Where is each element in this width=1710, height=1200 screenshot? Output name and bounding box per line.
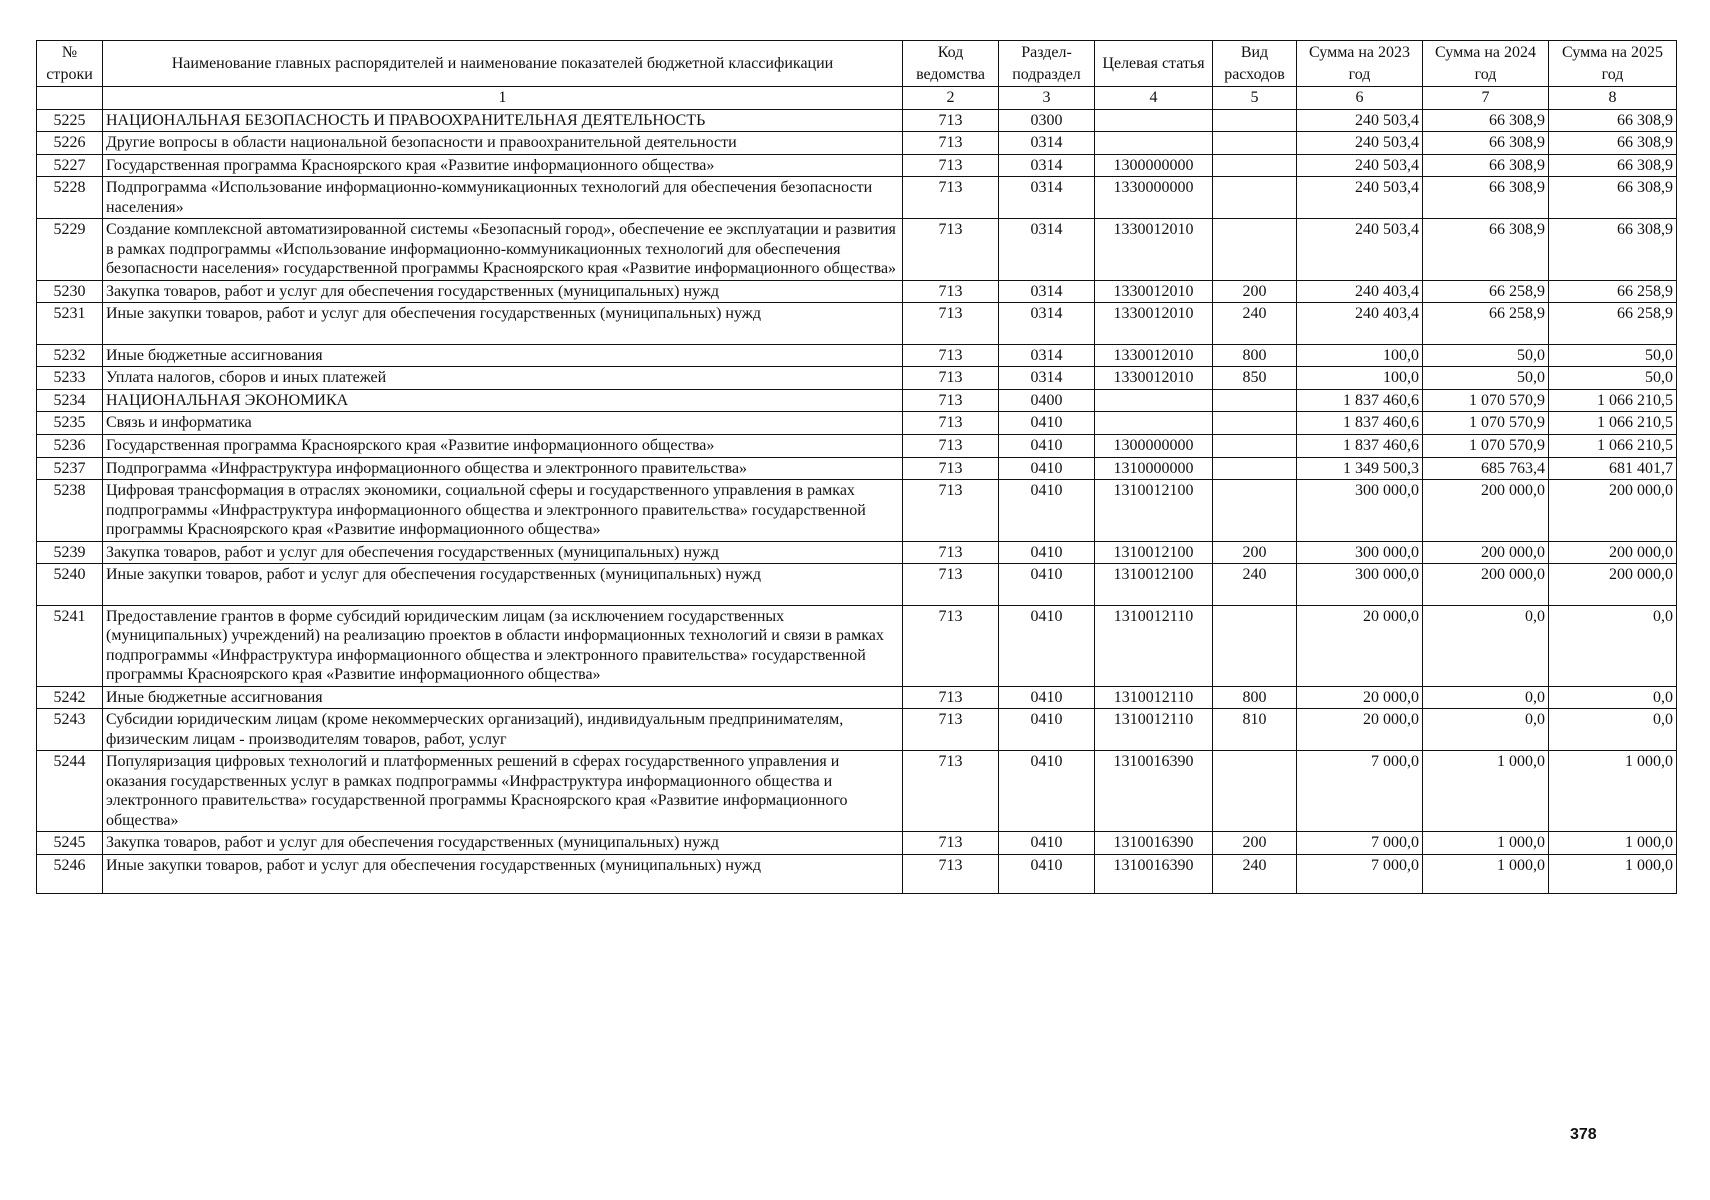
row-number: 5241 [37, 605, 103, 686]
row-number: 5244 [37, 751, 103, 832]
section-code: 0314 [999, 132, 1095, 155]
expense-type [1213, 219, 1297, 281]
amount-2024: 1 070 570,9 [1423, 389, 1549, 412]
row-number: 5239 [37, 541, 103, 564]
amount-2025: 66 308,9 [1549, 154, 1677, 177]
expense-type: 240 [1213, 303, 1297, 345]
table-row [37, 303, 1677, 345]
indicator-name: Иные закупки товаров, работ и услуг для обеспечения государственных (муниципальных) нужд [103, 854, 903, 894]
department-code: 713 [903, 389, 999, 412]
column-number: 4 [1095, 87, 1213, 110]
indicator-name: НАЦИОНАЛЬНАЯ БЕЗОПАСНОСТЬ И ПРАВООХРАНИТЕЛЬНАЯ ДЕЯТЕЛЬНОСТЬ [103, 109, 903, 132]
amount-2023: 100,0 [1297, 344, 1423, 367]
table-row [37, 605, 1677, 686]
section-code: 0410 [999, 435, 1095, 458]
header-cell: Сумма на 2023 год [1297, 41, 1423, 87]
department-code: 713 [903, 854, 999, 894]
indicator-name: Другие вопросы в области национальной безопасности и правоохранительной деятельности [103, 132, 903, 155]
section-code: 0314 [999, 303, 1095, 345]
section-code: 0410 [999, 564, 1095, 606]
amount-2023: 240 403,4 [1297, 280, 1423, 303]
section-code: 0400 [999, 389, 1095, 412]
department-code: 713 [903, 480, 999, 542]
amount-2023: 7 000,0 [1297, 854, 1423, 894]
department-code: 713 [903, 457, 999, 480]
amount-2024: 200 000,0 [1423, 564, 1549, 606]
row-number: 5237 [37, 457, 103, 480]
expense-type: 200 [1213, 541, 1297, 564]
department-code: 713 [903, 564, 999, 606]
amount-2024: 66 308,9 [1423, 219, 1549, 281]
target-article: 1310012100 [1095, 541, 1213, 564]
amount-2024: 66 308,9 [1423, 109, 1549, 132]
amount-2023: 1 837 460,6 [1297, 412, 1423, 435]
amount-2023: 300 000,0 [1297, 541, 1423, 564]
section-code: 0314 [999, 367, 1095, 390]
table-row [37, 541, 1677, 564]
expense-type [1213, 389, 1297, 412]
indicator-name: Предоставление грантов в форме субсидий юридическим лицам (за исключением государственных (муниципальных) учреждений) на реализацию проектов в области информационных технологий и связи в рамках подпрограммы «Инфраструктура информационного общества и электронного правительства» государственной программы Красноярского края «Развитие информационного общества» [103, 605, 903, 686]
department-code: 713 [903, 605, 999, 686]
column-number: 7 [1423, 87, 1549, 110]
indicator-name: Подпрограмма «Использование информационно-коммуникационных технологий для обеспечения безопасности населения» [103, 177, 903, 219]
table-row [37, 219, 1677, 281]
table-row [37, 389, 1677, 412]
amount-2025: 66 258,9 [1549, 303, 1677, 345]
column-number: 8 [1549, 87, 1677, 110]
target-article: 1310012110 [1095, 605, 1213, 686]
amount-2024: 50,0 [1423, 344, 1549, 367]
amount-2023: 1 837 460,6 [1297, 389, 1423, 412]
department-code: 713 [903, 832, 999, 855]
table-row [37, 457, 1677, 480]
amount-2024: 1 000,0 [1423, 832, 1549, 855]
header-cell: Сумма на 2025 год [1549, 41, 1677, 87]
row-number: 5245 [37, 832, 103, 855]
amount-2023: 20 000,0 [1297, 709, 1423, 751]
amount-2023: 240 403,4 [1297, 303, 1423, 345]
section-code: 0410 [999, 412, 1095, 435]
table-row [37, 280, 1677, 303]
row-number: 5229 [37, 219, 103, 281]
amount-2025: 1 066 210,5 [1549, 389, 1677, 412]
target-article: 1330000000 [1095, 177, 1213, 219]
table-row [37, 412, 1677, 435]
row-number: 5243 [37, 709, 103, 751]
column-number: 6 [1297, 87, 1423, 110]
indicator-name: Государственная программа Красноярского края «Развитие информационного общества» [103, 435, 903, 458]
target-article: 1310016390 [1095, 854, 1213, 894]
table-row [37, 709, 1677, 751]
section-code: 0410 [999, 480, 1095, 542]
amount-2025: 50,0 [1549, 344, 1677, 367]
target-article: 1310016390 [1095, 751, 1213, 832]
target-article: 1310012110 [1095, 686, 1213, 709]
table-row [37, 132, 1677, 155]
row-number: 5233 [37, 367, 103, 390]
indicator-name: Иные закупки товаров, работ и услуг для обеспечения государственных (муниципальных) нужд [103, 303, 903, 345]
amount-2025: 681 401,7 [1549, 457, 1677, 480]
target-article [1095, 132, 1213, 155]
amount-2024: 0,0 [1423, 605, 1549, 686]
target-article: 1310012100 [1095, 480, 1213, 542]
amount-2025: 1 066 210,5 [1549, 435, 1677, 458]
amount-2023: 1 837 460,6 [1297, 435, 1423, 458]
department-code: 713 [903, 367, 999, 390]
row-number: 5234 [37, 389, 103, 412]
amount-2024: 200 000,0 [1423, 541, 1549, 564]
department-code: 713 [903, 344, 999, 367]
target-article: 1310012100 [1095, 564, 1213, 606]
indicator-name: Закупка товаров, работ и услуг для обеспечения государственных (муниципальных) нужд [103, 832, 903, 855]
expense-type [1213, 605, 1297, 686]
amount-2024: 66 308,9 [1423, 132, 1549, 155]
amount-2025: 0,0 [1549, 605, 1677, 686]
amount-2024: 50,0 [1423, 367, 1549, 390]
table-row [37, 751, 1677, 832]
expense-type: 240 [1213, 564, 1297, 606]
indicator-name: Субсидии юридическим лицам (кроме некоммерческих организаций), индивидуальным предпринимателям, физическим лицам - производителям товаров, работ, услуг [103, 709, 903, 751]
amount-2025: 66 308,9 [1549, 177, 1677, 219]
amount-2024: 685 763,4 [1423, 457, 1549, 480]
expense-type [1213, 457, 1297, 480]
target-article: 1310016390 [1095, 832, 1213, 855]
target-article: 1330012010 [1095, 280, 1213, 303]
amount-2025: 1 000,0 [1549, 832, 1677, 855]
expense-type: 240 [1213, 854, 1297, 894]
page-number: 378 [1570, 1126, 1597, 1143]
header-cell: № строки [37, 41, 103, 87]
column-number: 2 [903, 87, 999, 110]
amount-2025: 0,0 [1549, 686, 1677, 709]
section-code: 0410 [999, 854, 1095, 894]
target-article: 1300000000 [1095, 435, 1213, 458]
row-number: 5240 [37, 564, 103, 606]
amount-2024: 1 000,0 [1423, 751, 1549, 832]
amount-2025: 200 000,0 [1549, 564, 1677, 606]
indicator-name: Государственная программа Красноярского края «Развитие информационного общества» [103, 154, 903, 177]
expense-type [1213, 132, 1297, 155]
section-code: 0410 [999, 686, 1095, 709]
table-row [37, 435, 1677, 458]
indicator-name: Закупка товаров, работ и услуг для обеспечения государственных (муниципальных) нужд [103, 280, 903, 303]
section-code: 0314 [999, 154, 1095, 177]
amount-2025: 66 308,9 [1549, 132, 1677, 155]
expense-type [1213, 480, 1297, 542]
table-row [37, 854, 1677, 894]
expense-type [1213, 435, 1297, 458]
amount-2025: 66 308,9 [1549, 219, 1677, 281]
section-code: 0314 [999, 344, 1095, 367]
amount-2023: 100,0 [1297, 367, 1423, 390]
indicator-name: Иные закупки товаров, работ и услуг для обеспечения государственных (муниципальных) нужд [103, 564, 903, 606]
expense-type [1213, 109, 1297, 132]
table-row [37, 154, 1677, 177]
column-number: 1 [103, 87, 903, 110]
row-number: 5238 [37, 480, 103, 542]
expense-type: 810 [1213, 709, 1297, 751]
header-cell: Наименование главных распорядителей и наименование показателей бюджетной классификации [103, 41, 903, 87]
header-cell: Вид расходов [1213, 41, 1297, 87]
indicator-name: Цифровая трансформация в отраслях экономики, социальной сферы и государственного управления в рамках подпрограммы «Инфраструктура информационного общества и электронного правительства» государственной программы Красноярского края «Развитие информационного общества» [103, 480, 903, 542]
amount-2023: 240 503,4 [1297, 219, 1423, 281]
amount-2023: 240 503,4 [1297, 132, 1423, 155]
column-number: 3 [999, 87, 1095, 110]
table-row [37, 686, 1677, 709]
amount-2023: 20 000,0 [1297, 686, 1423, 709]
row-number: 5231 [37, 303, 103, 345]
amount-2024: 0,0 [1423, 686, 1549, 709]
amount-2025: 66 308,9 [1549, 109, 1677, 132]
expense-type [1213, 412, 1297, 435]
expense-type [1213, 751, 1297, 832]
expense-type: 200 [1213, 832, 1297, 855]
table-row [37, 480, 1677, 542]
amount-2023: 7 000,0 [1297, 751, 1423, 832]
amount-2023: 240 503,4 [1297, 154, 1423, 177]
target-article: 1300000000 [1095, 154, 1213, 177]
row-number: 5235 [37, 412, 103, 435]
department-code: 713 [903, 303, 999, 345]
amount-2023: 7 000,0 [1297, 832, 1423, 855]
target-article: 1330012010 [1095, 344, 1213, 367]
amount-2025: 1 000,0 [1549, 854, 1677, 894]
row-number: 5232 [37, 344, 103, 367]
section-code: 0410 [999, 541, 1095, 564]
department-code: 713 [903, 219, 999, 281]
target-article [1095, 389, 1213, 412]
department-code: 713 [903, 751, 999, 832]
indicator-name: Создание комплексной автоматизированной системы «Безопасный город», обеспечение ее эксплуатации и развития в рамках подпрограммы «Использование информационно-коммуникационных технологий для обеспечения безопасности населения» государственной программы Красноярского края «Развитие информационного общества» [103, 219, 903, 281]
department-code: 713 [903, 435, 999, 458]
department-code: 713 [903, 177, 999, 219]
target-article: 1330012010 [1095, 219, 1213, 281]
header-cell: Раздел-подраздел [999, 41, 1095, 87]
column-number-row [37, 87, 1677, 110]
target-article: 1310000000 [1095, 457, 1213, 480]
section-code: 0314 [999, 219, 1095, 281]
expense-type: 800 [1213, 686, 1297, 709]
indicator-name: Иные бюджетные ассигнования [103, 344, 903, 367]
amount-2023: 300 000,0 [1297, 564, 1423, 606]
table-row [37, 177, 1677, 219]
expense-type: 850 [1213, 367, 1297, 390]
indicator-name: Закупка товаров, работ и услуг для обеспечения государственных (муниципальных) нужд [103, 541, 903, 564]
amount-2024: 1 000,0 [1423, 854, 1549, 894]
amount-2025: 0,0 [1549, 709, 1677, 751]
column-number: 5 [1213, 87, 1297, 110]
section-code: 0314 [999, 280, 1095, 303]
amount-2024: 1 070 570,9 [1423, 412, 1549, 435]
indicator-name: Связь и информатика [103, 412, 903, 435]
amount-2024: 0,0 [1423, 709, 1549, 751]
section-code: 0410 [999, 751, 1095, 832]
department-code: 713 [903, 686, 999, 709]
expense-type [1213, 154, 1297, 177]
indicator-name: НАЦИОНАЛЬНАЯ ЭКОНОМИКА [103, 389, 903, 412]
amount-2025: 200 000,0 [1549, 541, 1677, 564]
table-row [37, 832, 1677, 855]
row-number: 5226 [37, 132, 103, 155]
section-code: 0410 [999, 832, 1095, 855]
header-cell: Сумма на 2024 год [1423, 41, 1549, 87]
row-number: 5228 [37, 177, 103, 219]
table-row [37, 564, 1677, 606]
amount-2024: 66 308,9 [1423, 177, 1549, 219]
column-number [37, 87, 103, 110]
amount-2025: 66 258,9 [1549, 280, 1677, 303]
row-number: 5230 [37, 280, 103, 303]
header-row [37, 41, 1677, 87]
amount-2024: 1 070 570,9 [1423, 435, 1549, 458]
department-code: 713 [903, 109, 999, 132]
amount-2025: 1 066 210,5 [1549, 412, 1677, 435]
target-article [1095, 412, 1213, 435]
header-cell: Код ведомства [903, 41, 999, 87]
row-number: 5246 [37, 854, 103, 894]
section-code: 0410 [999, 457, 1095, 480]
table-row [37, 344, 1677, 367]
amount-2024: 66 258,9 [1423, 303, 1549, 345]
amount-2025: 1 000,0 [1549, 751, 1677, 832]
target-article: 1310012110 [1095, 709, 1213, 751]
amount-2023: 20 000,0 [1297, 605, 1423, 686]
budget-table [36, 40, 1677, 894]
target-article: 1330012010 [1095, 367, 1213, 390]
amount-2024: 200 000,0 [1423, 480, 1549, 542]
table-body [37, 109, 1677, 894]
amount-2023: 1 349 500,3 [1297, 457, 1423, 480]
amount-2025: 50,0 [1549, 367, 1677, 390]
expense-type: 800 [1213, 344, 1297, 367]
row-number: 5236 [37, 435, 103, 458]
department-code: 713 [903, 280, 999, 303]
section-code: 0410 [999, 709, 1095, 751]
amount-2024: 66 258,9 [1423, 280, 1549, 303]
indicator-name: Уплата налогов, сборов и иных платежей [103, 367, 903, 390]
target-article [1095, 109, 1213, 132]
department-code: 713 [903, 132, 999, 155]
department-code: 713 [903, 709, 999, 751]
section-code: 0314 [999, 177, 1095, 219]
department-code: 713 [903, 541, 999, 564]
indicator-name: Популяризация цифровых технологий и платформенных решений в сферах государственного управления и оказания государственных услуг в рамках подпрограммы «Инфраструктура информационного общества и электронного правительства» государственной программы Красноярского края «Развитие информационного общества» [103, 751, 903, 832]
section-code: 0300 [999, 109, 1095, 132]
indicator-name: Подпрограмма «Инфраструктура информационного общества и электронного правительства» [103, 457, 903, 480]
expense-type: 200 [1213, 280, 1297, 303]
expense-type [1213, 177, 1297, 219]
amount-2024: 66 308,9 [1423, 154, 1549, 177]
row-number: 5242 [37, 686, 103, 709]
amount-2023: 240 503,4 [1297, 109, 1423, 132]
row-number: 5227 [37, 154, 103, 177]
header-cell: Целевая статья [1095, 41, 1213, 87]
section-code: 0410 [999, 605, 1095, 686]
amount-2025: 200 000,0 [1549, 480, 1677, 542]
row-number: 5225 [37, 109, 103, 132]
target-article: 1330012010 [1095, 303, 1213, 345]
department-code: 713 [903, 154, 999, 177]
table-row [37, 109, 1677, 132]
table-row [37, 367, 1677, 390]
amount-2023: 240 503,4 [1297, 177, 1423, 219]
indicator-name: Иные бюджетные ассигнования [103, 686, 903, 709]
department-code: 713 [903, 412, 999, 435]
amount-2023: 300 000,0 [1297, 480, 1423, 542]
